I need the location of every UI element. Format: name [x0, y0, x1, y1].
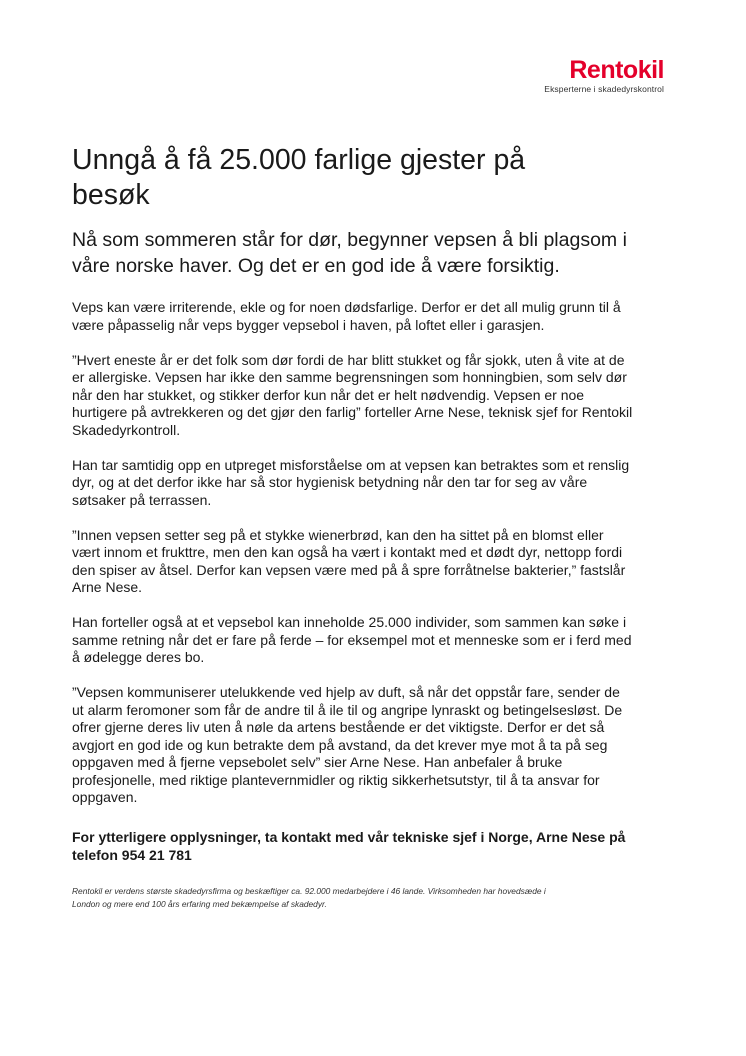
paragraph-3: Han tar samtidig opp en utpreget misforståelse om at vepsen kan betraktes som et renslig dyr, og at det derfor ikke har så stor hygienisk betydning når den tar for seg av våre søtsaker på terrassen. — [72, 456, 630, 508]
article — [72, 143, 682, 919]
article-title: Unngå å få 25.000 farlige gjester på besøk — [72, 144, 526, 211]
company-footer: Rentokil er verdens største skadedyrsfirma og beskæftiger ca. 92.000 medarbejdere i 46 lande. Virksomheden har hovedsæde i London og mere end 100 års erfaring med bekæmpelse af skadedyr. — [72, 885, 546, 909]
paragraph-5: Han forteller også at et vepsebol kan inneholde 25.000 individer, som sammen kan søke i samme retning når det er fare på ferde – for eksempel mot et menneske som er i ferd med å ødelegge deres bo. — [72, 614, 632, 665]
paragraph-6: ”Vepsen kommuniserer utelukkende ved hjelp av duft, så når det oppstår fare, sender de ut alarm feromoner som får de andre til å ile til og angripe lynraskt og betingelsesløst. De ofrer gjerne deres liv uten å nøle da artens bestående er det viktigste. Derfor er det så avgjort en god ide og kun betrakte dem på avstand, da det krever mye mot å ta på seg oppgaven med å fjerne vepsebolet selv” sier Arne Nese. Han anbefaler å bruke profesjonelle, med riktige plantevernmidler og riktig sikkerhetsutstyr, til å ta ansvar for oppgaven. — [72, 684, 623, 805]
article-lead: Nå som sommeren står for dør, begynner vepsen å bli plagsom i våre norske haver. Og det er en god ide å være forsiktig. — [72, 229, 627, 277]
paragraph-4: ”Innen vepsen setter seg på et stykke wienerbrød, kan den ha sittet på en blomst eller vært innom et frukttre, men den kan også ha vært i kontakt med et dødt dyr, nettopp fordi den spiser av åtsel. Derfor kan vepsen være med på å spre forråtnelse bakterier,” fastslår Arne Nese. — [72, 526, 626, 595]
paragraph-2: ”Hvert eneste år er det folk som dør fordi de har blitt stukket og får sjokk, uten å vite at de er allergiske. Vepsen har ikke den samme begrensningen som honningbien, som selv dør når den har stukket, og stikker derfor kun når det er helt nødvendig. Vepsen er noe hurtigere på avtrekkeren og det gjør den farlig” forteller Arne Nese, teknisk sjef for Rentokil Skadedyrkontroll. — [72, 351, 633, 438]
logo-tagline: Eksperterne i skadedyrskontrol — [544, 84, 664, 94]
paragraph-1: Veps kan være irriterende, ekle og for noen dødsfarlige. Derfor er det all mulig grunn til å være påpasselig når veps bygger vepsebol i haven, på loftet eller i garasjen. — [72, 299, 621, 333]
contact-info: For ytterligere opplysninger, ta kontakt med vår tekniske sjef i Norge, Arne Nese på telefon 954 21 781 — [72, 828, 626, 863]
logo-wordmark: Rentokil — [569, 56, 664, 84]
rentokil-logo — [544, 57, 664, 94]
